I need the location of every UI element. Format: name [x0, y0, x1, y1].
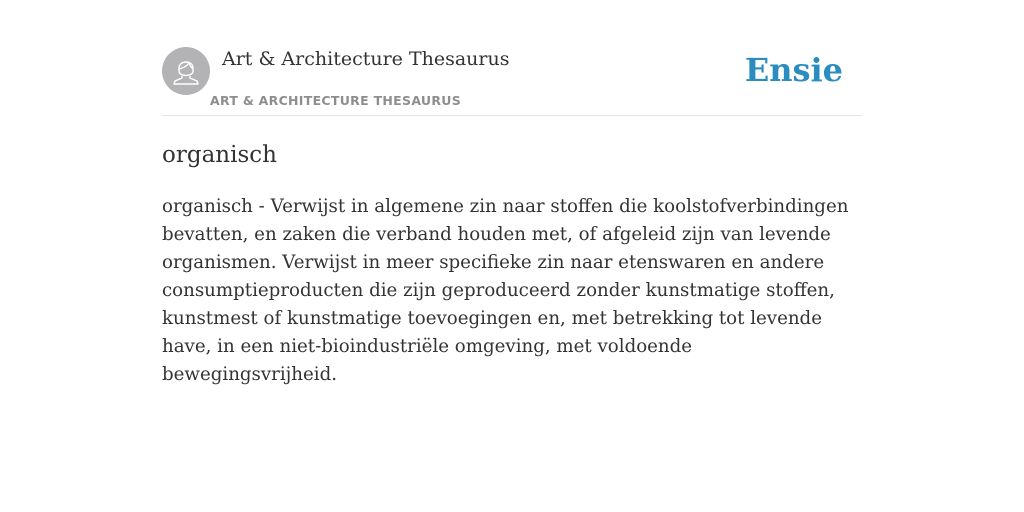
term-title: organisch — [162, 142, 277, 168]
ensie-logo[interactable]: Ensie — [744, 51, 843, 89]
source-header — [162, 47, 862, 116]
source-title[interactable]: Art & Architecture Thesaurus — [222, 48, 510, 70]
source-subtitle[interactable]: ART & ARCHITECTURE THESAURUS — [210, 93, 462, 108]
definition-text: organisch - Verwijst in algemene zin naar stoffen die koolstofverbindingen bevatten, en zaken die verband houden met, of afgeleid zijn van levende organismen. Verwijst in meer specifieke zin naar etenswaren en andere consumptieproducten die zijn geproduceerd zonder kunstmatige stoffen, kunstmest of kunstmatige toevoegingen en, met betrekking tot levende have, in een niet-bioindustriële omgeving, met voldoende bewegingsvrijheid. — [162, 196, 849, 385]
avatar[interactable] — [162, 47, 210, 95]
user-icon — [162, 47, 210, 95]
